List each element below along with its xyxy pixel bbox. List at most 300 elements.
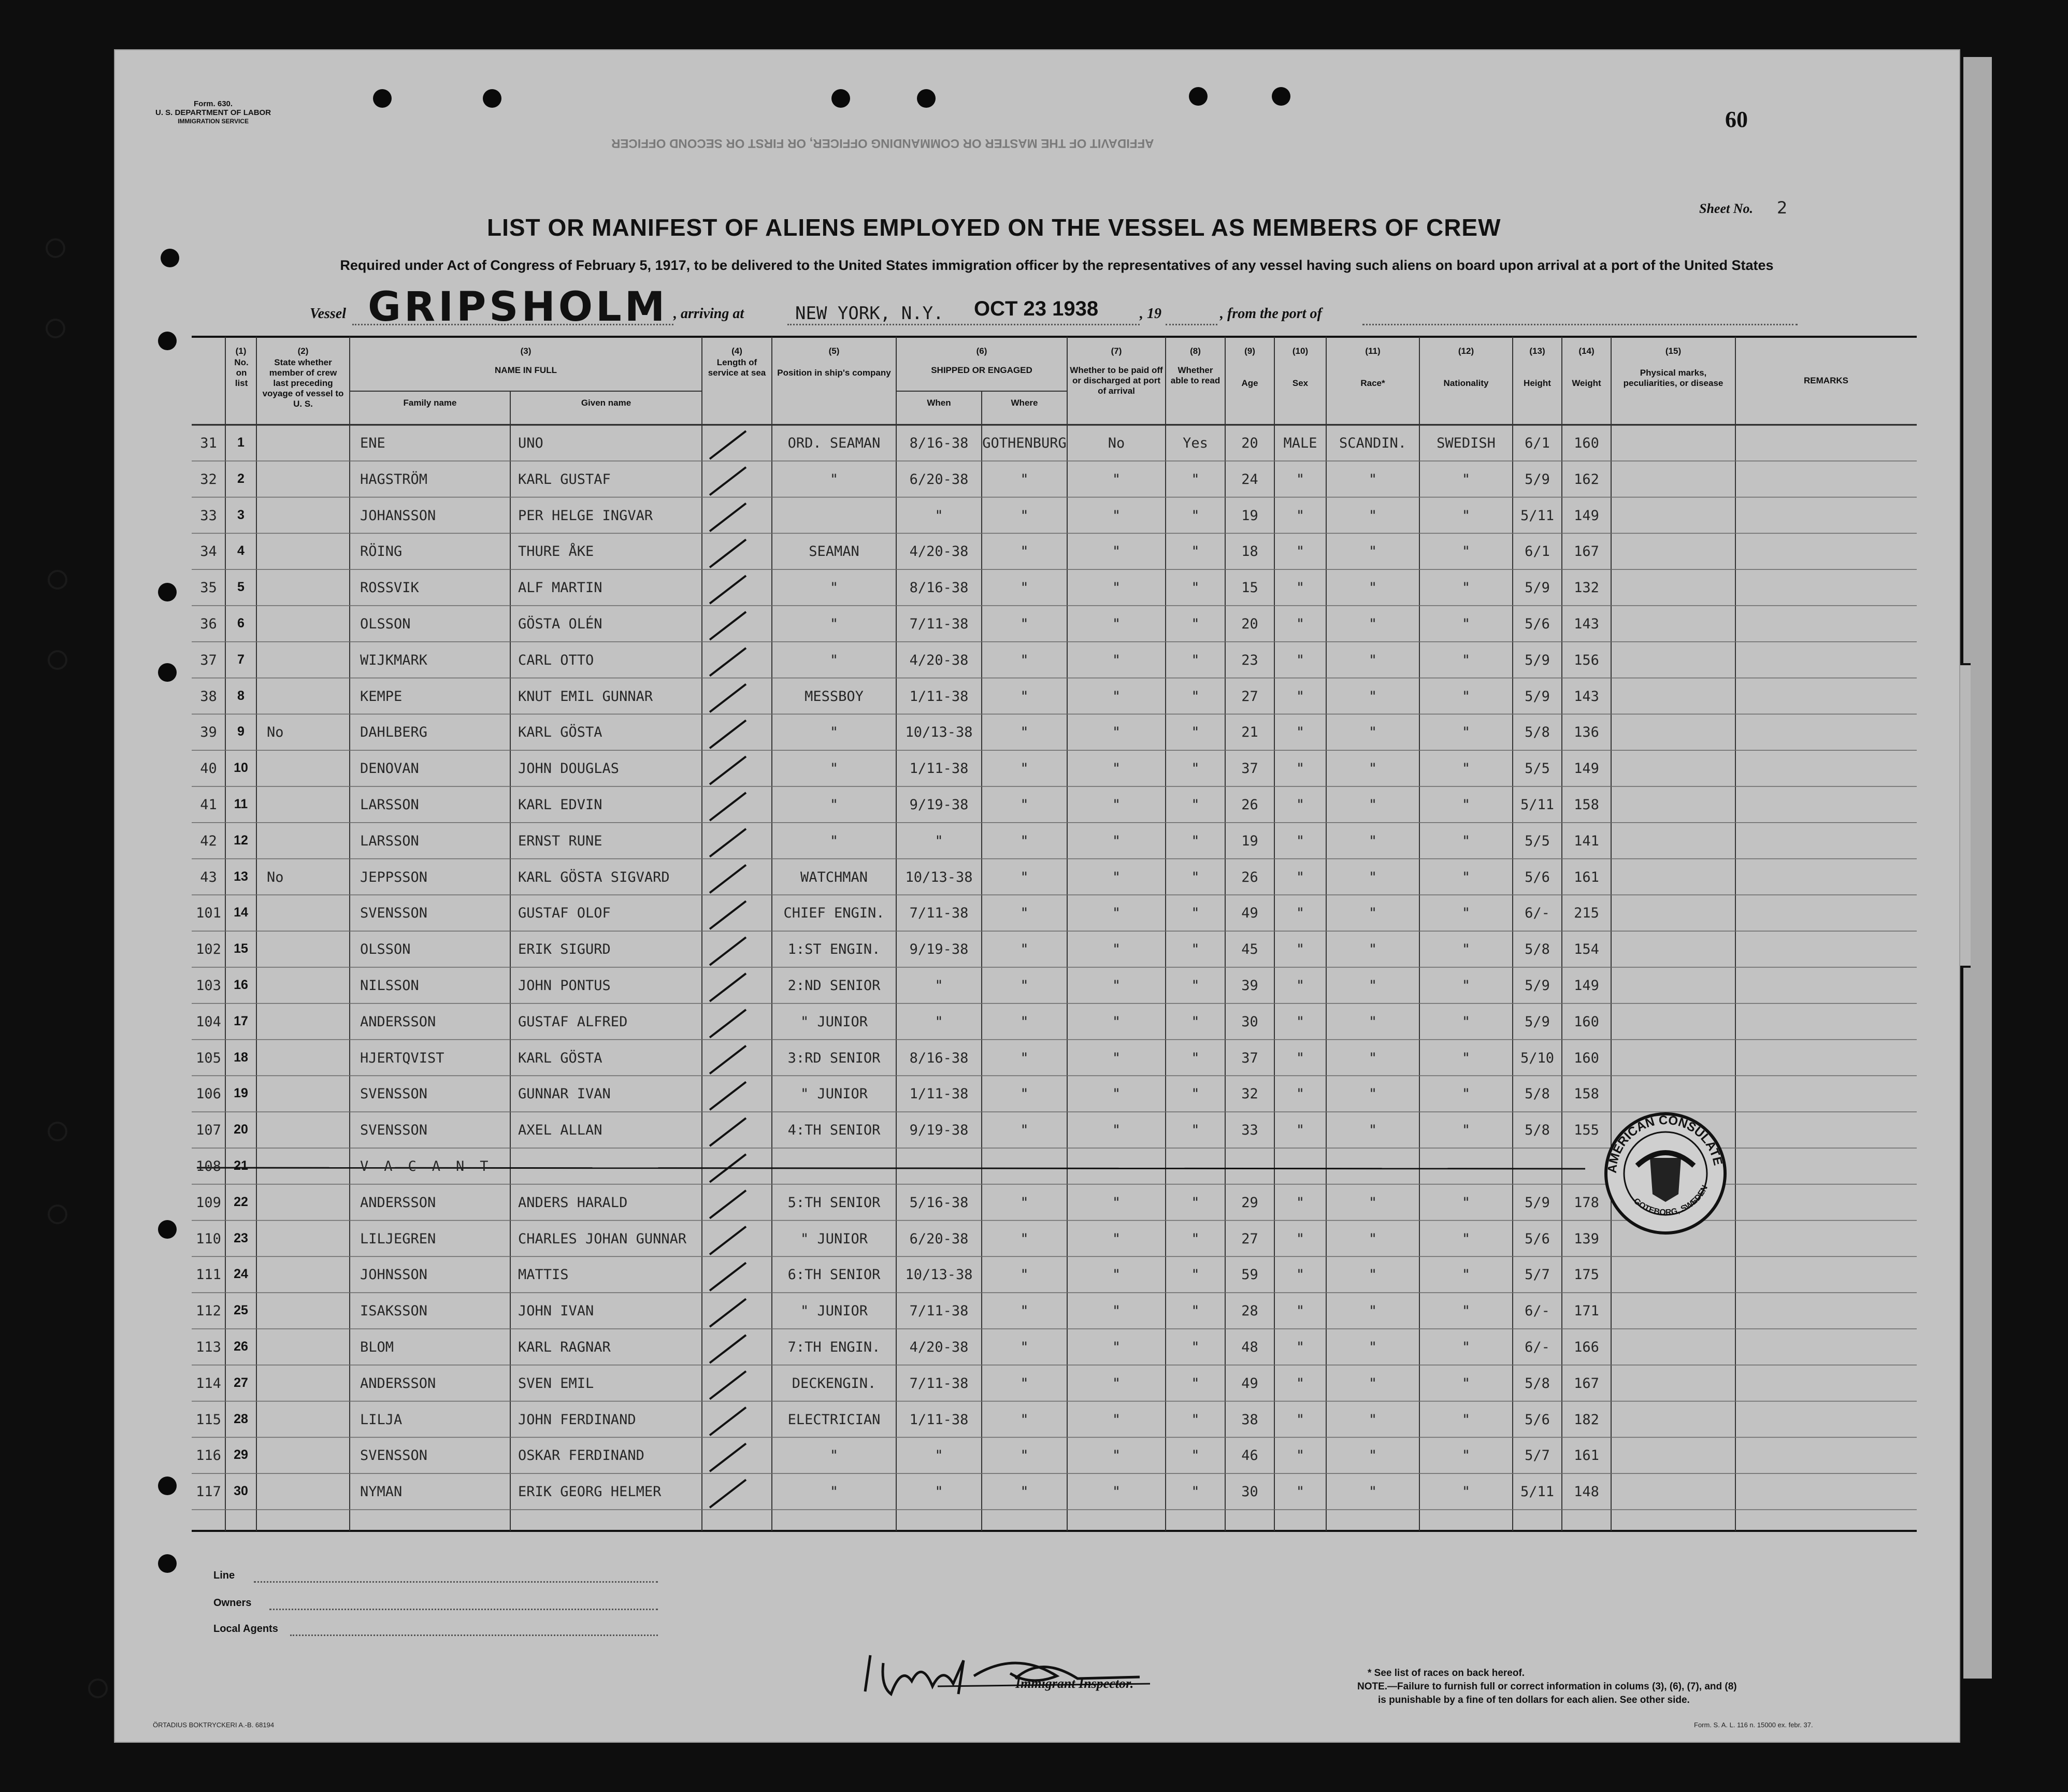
- bleed-through-affidavit: AFFIDAVIT OF THE MASTER OR COMMANDING OFFICER, OR FIRST OR SECOND OFFICER: [611, 136, 1154, 150]
- family-name: SVENSSON: [360, 1122, 428, 1139]
- col5-header: Position in ship's company: [777, 368, 891, 378]
- service-length-mark: [710, 973, 746, 1001]
- position: ": [829, 724, 839, 741]
- height: 6/-: [1525, 1339, 1550, 1355]
- age: 37: [1241, 761, 1258, 777]
- able-to-read: ": [1191, 1050, 1200, 1066]
- form-reference: Form. S. A. L. 116 n. 15000 ex. febr. 37.: [1694, 1721, 1813, 1729]
- nationality: ": [1461, 1194, 1471, 1211]
- shipped-date: 10/13-38: [905, 869, 973, 885]
- shipped-date: 4/20-38: [909, 1339, 969, 1355]
- inspector-signature: [860, 1645, 1150, 1702]
- row-reference-number: 34: [200, 543, 217, 560]
- sex: ": [1296, 1375, 1305, 1392]
- shipped-date: 8/16-38: [909, 435, 969, 451]
- age: 20: [1241, 435, 1258, 451]
- height: 5/5: [1525, 761, 1550, 777]
- row-reference-number: 117: [196, 1484, 221, 1500]
- weight: 161: [1574, 1447, 1599, 1464]
- row-reference-number: 105: [196, 1050, 221, 1066]
- sex: ": [1296, 1086, 1305, 1102]
- service-length-mark: [710, 539, 746, 567]
- race: ": [1368, 507, 1377, 524]
- service-length-mark: [710, 684, 746, 712]
- shipped-date: 6/20-38: [909, 471, 969, 488]
- shipped-date: 7/11-38: [909, 1375, 969, 1392]
- col6-header: SHIPPED OR ENGAGED: [931, 365, 1032, 375]
- paid-off: ": [1112, 1194, 1121, 1211]
- nationality: ": [1461, 616, 1471, 632]
- nationality: ": [1461, 580, 1471, 596]
- shipped-date: 8/16-38: [909, 1050, 969, 1066]
- position: ": [829, 1447, 839, 1464]
- race: ": [1368, 797, 1377, 813]
- height: 5/9: [1525, 652, 1550, 668]
- able-to-read: ": [1191, 1411, 1200, 1428]
- able-to-read: ": [1191, 688, 1200, 705]
- age: 30: [1241, 1013, 1258, 1030]
- age: 19: [1241, 507, 1258, 524]
- position: " JUNIOR: [800, 1303, 868, 1320]
- row-list-number: 24: [234, 1267, 248, 1282]
- weight: 182: [1574, 1411, 1599, 1428]
- age: 46: [1241, 1447, 1258, 1464]
- weight: 167: [1574, 1375, 1599, 1392]
- shipped-date: 1/11-38: [909, 761, 969, 777]
- shipped-date: ": [935, 1484, 943, 1500]
- sex: ": [1296, 1303, 1305, 1320]
- row-list-number: 20: [234, 1122, 248, 1137]
- shipped-date: 10/13-38: [905, 1267, 973, 1283]
- col3-number: (3): [520, 346, 532, 356]
- previous-voyage-value: No: [267, 869, 284, 885]
- document-title: LIST OR MANIFEST OF ALIENS EMPLOYED ON THE VESSEL AS MEMBERS OF CREW: [487, 214, 1501, 241]
- row-list-number: 9: [237, 724, 245, 739]
- age: 49: [1241, 905, 1258, 922]
- weight: 161: [1574, 869, 1599, 885]
- given-name: PER HELGE INGVAR: [518, 507, 653, 524]
- shipped-date: ": [935, 978, 943, 994]
- weight: 149: [1574, 507, 1599, 524]
- able-to-read: ": [1191, 1339, 1200, 1355]
- weight: 215: [1574, 905, 1599, 922]
- age: 45: [1241, 941, 1258, 958]
- family-name: DAHLBERG: [360, 724, 428, 741]
- height: 5/8: [1525, 1086, 1550, 1102]
- position: 1:ST ENGIN.: [787, 941, 881, 958]
- given-name: MATTIS: [518, 1267, 569, 1283]
- paid-off: ": [1112, 507, 1121, 524]
- position: CHIEF ENGIN.: [783, 905, 885, 922]
- sex: ": [1296, 1339, 1305, 1355]
- race: ": [1368, 833, 1377, 849]
- age: 33: [1241, 1122, 1258, 1139]
- paid-off: ": [1112, 1375, 1121, 1392]
- able-to-read: ": [1191, 833, 1200, 849]
- paid-off: ": [1112, 1411, 1121, 1428]
- race: ": [1368, 1303, 1377, 1320]
- nationality: ": [1461, 1050, 1471, 1066]
- able-to-read: ": [1191, 1375, 1200, 1392]
- given-name: GUSTAF ALFRED: [518, 1013, 628, 1030]
- nationality: ": [1461, 688, 1471, 705]
- row-list-number: 27: [234, 1375, 248, 1390]
- col7-number: (7): [1111, 346, 1122, 356]
- col13-number: (13): [1529, 346, 1545, 356]
- shipped-place: GOTHENBURG: [982, 435, 1067, 451]
- col1-number: (1): [235, 346, 247, 356]
- given-name: CARL OTTO: [518, 652, 594, 668]
- row-list-number: 30: [234, 1484, 248, 1499]
- nationality: ": [1461, 507, 1471, 524]
- given-name: KNUT EMIL GUNNAR: [518, 688, 653, 705]
- race: SCANDIN.: [1339, 435, 1407, 451]
- given-name: KARL GÖSTA SIGVARD: [518, 869, 670, 885]
- able-to-read: ": [1191, 1230, 1200, 1247]
- paid-off: ": [1112, 471, 1121, 488]
- col9-header: Age: [1241, 378, 1258, 388]
- position: 3:RD SENIOR: [787, 1050, 881, 1066]
- race: ": [1368, 616, 1377, 632]
- able-to-read: ": [1191, 797, 1200, 813]
- given-name: OSKAR FERDINAND: [518, 1447, 644, 1464]
- age: 26: [1241, 797, 1258, 813]
- paid-off: ": [1112, 941, 1121, 958]
- shipped-place: ": [1020, 507, 1029, 524]
- weight: 175: [1574, 1267, 1599, 1283]
- race: ": [1368, 978, 1377, 994]
- family-name: NYMAN: [360, 1484, 403, 1500]
- row-list-number: 19: [234, 1086, 248, 1101]
- row-list-number: 8: [237, 688, 245, 703]
- position: ": [829, 1484, 839, 1500]
- shipped-place: ": [1020, 761, 1029, 777]
- col12-header: Nationality: [1443, 378, 1489, 388]
- row-list-number: 6: [237, 616, 245, 630]
- given-name: AXEL ALLAN: [518, 1122, 602, 1139]
- family-name: JOHNSSON: [360, 1267, 428, 1283]
- shipped-place: ": [1020, 905, 1029, 922]
- family-name: HAGSTRÖM: [360, 471, 428, 488]
- family-name: KEMPE: [360, 688, 403, 705]
- race: ": [1368, 1194, 1377, 1211]
- race: ": [1368, 869, 1377, 885]
- weight: 141: [1574, 833, 1599, 849]
- able-to-read: ": [1191, 616, 1200, 632]
- able-to-read: ": [1191, 941, 1200, 958]
- shipped-place: ": [1020, 797, 1029, 813]
- col4-header: Length of service at sea: [708, 357, 766, 378]
- race: ": [1368, 1122, 1377, 1139]
- shipped-place: ": [1020, 869, 1029, 885]
- able-to-read: ": [1191, 543, 1200, 560]
- nationality: ": [1461, 905, 1471, 922]
- row-list-number: 11: [234, 797, 248, 811]
- row-reference-number: 104: [196, 1013, 221, 1030]
- sex: ": [1296, 543, 1305, 560]
- shipped-place: ": [1020, 471, 1029, 488]
- age: 37: [1241, 1050, 1258, 1066]
- nationality: ": [1461, 869, 1471, 885]
- row-reference-number: 31: [200, 435, 217, 451]
- row-list-number: 16: [234, 978, 248, 992]
- race: ": [1368, 1447, 1377, 1464]
- position: MESSBOY: [805, 688, 864, 705]
- shipped-date: ": [935, 507, 943, 524]
- shipped-date: 4/20-38: [909, 652, 969, 668]
- race: ": [1368, 1013, 1377, 1030]
- nationality: ": [1461, 1411, 1471, 1428]
- service-length-mark: [710, 612, 746, 640]
- races-note: * See list of races on back hereof.: [1368, 1668, 1525, 1679]
- shipped-place: ": [1020, 1086, 1029, 1102]
- service-name: IMMIGRATION SERVICE: [178, 118, 249, 125]
- age: 32: [1241, 1086, 1258, 1102]
- nationality: SWEDISH: [1437, 435, 1496, 451]
- nationality: ": [1461, 833, 1471, 849]
- paid-off: ": [1112, 1267, 1121, 1283]
- able-to-read: ": [1191, 1086, 1200, 1102]
- nationality: ": [1461, 1375, 1471, 1392]
- weight: 160: [1574, 435, 1599, 451]
- col15-number: (15): [1665, 346, 1682, 356]
- weight: 166: [1574, 1339, 1599, 1355]
- weight: 162: [1574, 471, 1599, 488]
- nationality: ": [1461, 1267, 1471, 1283]
- paid-off: No: [1108, 435, 1125, 451]
- family-name: JEPPSSON: [360, 869, 428, 885]
- height: 6/-: [1525, 905, 1550, 922]
- sheet-label: Sheet No.: [1699, 201, 1753, 216]
- shipped-place: ": [1020, 1050, 1029, 1066]
- shipped-date: 4/20-38: [909, 543, 969, 560]
- age: 27: [1241, 1230, 1258, 1247]
- race: ": [1368, 905, 1377, 922]
- age: 20: [1241, 616, 1258, 632]
- shipped-place: ": [1020, 1230, 1029, 1247]
- row-reference-number: 32: [200, 471, 217, 488]
- row-reference-number: 37: [200, 652, 217, 668]
- height: 5/8: [1525, 941, 1550, 958]
- weight: 178: [1574, 1194, 1599, 1211]
- shipped-place: ": [1020, 1484, 1029, 1500]
- nationality: ": [1461, 1303, 1471, 1320]
- row-reference-number: 111: [196, 1267, 221, 1283]
- race: ": [1368, 724, 1377, 741]
- col13-header: Height: [1524, 378, 1551, 388]
- age: 29: [1241, 1194, 1258, 1211]
- given-name: GÖSTA OLÉN: [518, 616, 602, 632]
- row-reference-number: 113: [196, 1339, 221, 1355]
- able-to-read: Yes: [1183, 435, 1208, 451]
- shipped-place: ": [1020, 543, 1029, 560]
- sex: ": [1296, 1194, 1305, 1211]
- family-name: HJERTQVIST: [360, 1050, 444, 1066]
- given-name: KARL GÖSTA: [518, 1050, 602, 1066]
- service-length-mark: [710, 576, 746, 604]
- family-name: WIJKMARK: [360, 652, 428, 668]
- given-name: ERIK GEORG HELMER: [518, 1484, 662, 1500]
- position: 4:TH SENIOR: [787, 1122, 881, 1139]
- family-name: BLOM: [360, 1339, 394, 1355]
- weight: 158: [1574, 1086, 1599, 1102]
- shipped-date: ": [935, 1447, 943, 1464]
- weight: 132: [1574, 580, 1599, 596]
- paid-off: ": [1112, 543, 1121, 560]
- shipped-date: 1/11-38: [909, 1411, 969, 1428]
- position: " JUNIOR: [800, 1086, 868, 1102]
- sex: ": [1296, 1447, 1305, 1464]
- vessel-label: Vessel: [310, 306, 346, 322]
- position: 7:TH ENGIN.: [787, 1339, 881, 1355]
- sex: ": [1296, 1050, 1305, 1066]
- sex: ": [1296, 507, 1305, 524]
- row-reference-number: 108: [196, 1158, 221, 1174]
- sex: ": [1296, 941, 1305, 958]
- nationality: ": [1461, 1086, 1471, 1102]
- given-name: JOHN DOUGLAS: [518, 761, 620, 777]
- shipped-place: ": [1020, 1447, 1029, 1464]
- col4-number: (4): [731, 346, 742, 356]
- service-length-mark: [710, 1371, 746, 1399]
- row-reference-number: 116: [196, 1447, 221, 1464]
- race: ": [1368, 1375, 1377, 1392]
- race: ": [1368, 471, 1377, 488]
- position: ": [829, 616, 839, 632]
- able-to-read: ": [1191, 580, 1200, 596]
- col15-header: Physical marks, peculiarities, or disease: [1623, 368, 1724, 388]
- height: 5/11: [1520, 797, 1555, 813]
- remarks-header: REMARKS: [1804, 376, 1848, 385]
- family-name: ANDERSSON: [360, 1375, 436, 1392]
- shipped-date: 10/13-38: [905, 724, 973, 741]
- row-list-number: 3: [237, 507, 245, 522]
- race: ": [1368, 580, 1377, 596]
- shipped-place: ": [1020, 1013, 1029, 1030]
- row-list-number: 15: [234, 941, 248, 956]
- sex: ": [1296, 761, 1305, 777]
- shipped-date: 6/20-38: [909, 1230, 969, 1247]
- when-header: When: [927, 398, 951, 408]
- nationality: ": [1461, 978, 1471, 994]
- weight: 155: [1574, 1122, 1599, 1139]
- paid-off: ": [1112, 1339, 1121, 1355]
- given-name: CHARLES JOHAN GUNNAR: [518, 1230, 687, 1247]
- shipped-date: 1/11-38: [909, 688, 969, 705]
- owners-label: Owners: [213, 1597, 252, 1609]
- service-length-mark: [710, 1263, 746, 1291]
- col8-number: (8): [1190, 346, 1201, 356]
- nationality: ": [1461, 1339, 1471, 1355]
- race: ": [1368, 1267, 1377, 1283]
- service-length-mark: [710, 1082, 746, 1110]
- given-name: THURE ÅKE: [518, 543, 594, 560]
- penalty-note: NOTE.—Failure to furnish full or correct information in colums (3), (6), (7), and (8): [1357, 1681, 1737, 1692]
- service-length-mark: [710, 1335, 746, 1363]
- service-length-mark: [710, 1010, 746, 1038]
- paid-off: ": [1112, 580, 1121, 596]
- document-subtitle: Required under Act of Congress of February 5, 1917, to be delivered to the United States immigration officer by the representatives of any vessel having such aliens on board upon arrival at a port of the United States: [340, 257, 1774, 273]
- height: 5/9: [1525, 1013, 1550, 1030]
- able-to-read: ": [1191, 761, 1200, 777]
- row-list-number: 14: [234, 905, 248, 920]
- nationality: ": [1461, 941, 1471, 958]
- service-length-mark: [710, 431, 746, 459]
- from-port-label: , from the port of: [1220, 306, 1322, 322]
- age: 21: [1241, 724, 1258, 741]
- col3-header: NAME IN FULL: [495, 365, 557, 375]
- row-list-number: 25: [234, 1303, 248, 1318]
- position: " JUNIOR: [800, 1013, 868, 1030]
- position: ORD. SEAMAN: [787, 435, 881, 451]
- able-to-read: ": [1191, 471, 1200, 488]
- position: ": [829, 833, 839, 849]
- age: 19: [1241, 833, 1258, 849]
- row-list-number: 10: [234, 761, 248, 776]
- shipped-date: 7/11-38: [909, 1303, 969, 1320]
- row-list-number: 29: [234, 1447, 248, 1463]
- paid-off: ": [1112, 1447, 1121, 1464]
- height: 5/8: [1525, 724, 1550, 741]
- paid-off: ": [1112, 905, 1121, 922]
- family-name: ISAKSSON: [360, 1303, 428, 1320]
- shipped-place: ": [1020, 580, 1029, 596]
- printer-mark: ÖRTADIUS BOKTRYCKERI A.-B. 68194: [153, 1721, 275, 1729]
- race: ": [1368, 688, 1377, 705]
- given-name: KARL RAGNAR: [518, 1339, 611, 1355]
- row-reference-number: 38: [200, 688, 217, 705]
- col7-header: Whether to be paid off or discharged at port of arrival: [1070, 365, 1163, 396]
- row-list-number: 12: [234, 833, 248, 848]
- sex: ": [1296, 978, 1305, 994]
- department-name: U. S. DEPARTMENT OF LABOR: [155, 108, 271, 117]
- nationality: ": [1461, 761, 1471, 777]
- year-label: , 19: [1140, 306, 1161, 322]
- nationality: ": [1461, 1230, 1471, 1247]
- position: ": [829, 797, 839, 813]
- row-reference-number: 103: [196, 978, 221, 994]
- race: ": [1368, 652, 1377, 668]
- service-length-mark: [710, 901, 746, 929]
- shipped-date: 7/11-38: [909, 616, 969, 632]
- sex: ": [1296, 1013, 1305, 1030]
- position: 2:ND SENIOR: [787, 978, 881, 994]
- shipped-date: 9/19-38: [909, 797, 969, 813]
- service-length-mark: [710, 648, 746, 676]
- sex: ": [1296, 1411, 1305, 1428]
- position: 5:TH SENIOR: [787, 1194, 881, 1211]
- family-name: OLSSON: [360, 941, 411, 958]
- row-reference-number: 109: [196, 1194, 221, 1211]
- height: 5/7: [1525, 1267, 1550, 1283]
- row-list-number: 28: [234, 1411, 248, 1426]
- able-to-read: ": [1191, 507, 1200, 524]
- nationality: ": [1461, 1484, 1471, 1500]
- col2-header: State whether member of crew last preceding voyage of vessel to U. S.: [262, 357, 344, 409]
- row-reference-number: 107: [196, 1122, 221, 1139]
- race: ": [1368, 1484, 1377, 1500]
- service-length-mark: [710, 1299, 746, 1327]
- shipped-date: 9/19-38: [909, 941, 969, 958]
- family-name-header: Family name: [403, 398, 457, 408]
- paid-off: ": [1112, 1086, 1121, 1102]
- age: 38: [1241, 1411, 1258, 1428]
- row-reference-number: 115: [196, 1411, 221, 1428]
- row-reference-number: 41: [200, 797, 217, 813]
- able-to-read: ": [1191, 869, 1200, 885]
- service-length-mark: [710, 865, 746, 893]
- weight: 167: [1574, 543, 1599, 560]
